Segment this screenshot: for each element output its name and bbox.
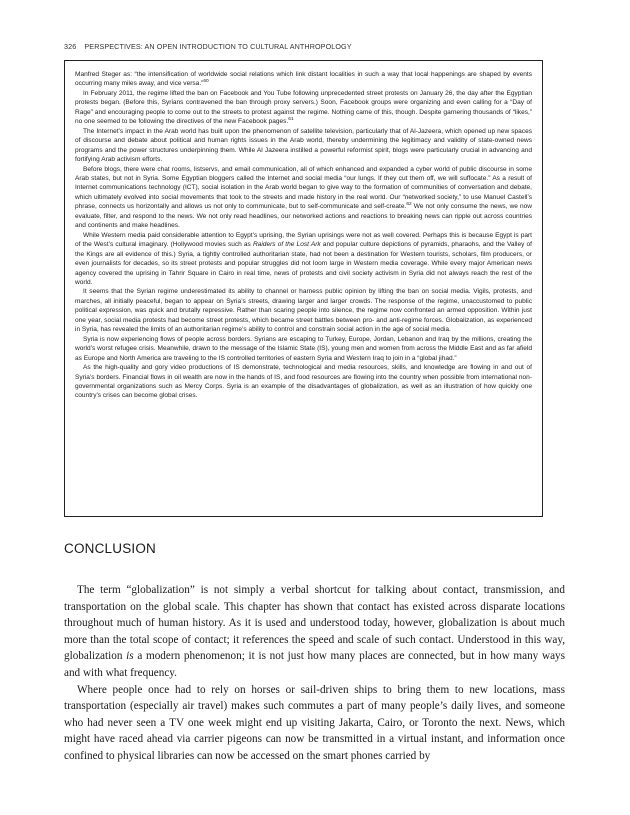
case-study-box bbox=[64, 60, 543, 517]
footnote-ref: 60 bbox=[203, 79, 209, 85]
box-text: In February 2011, the regime lifted the ban on Facebook and You Tube following unprecedented street protests on January 26, the day after the Egyptian protests began. (Before this, Syrians contravened the ban through proxy servers.) Soon, Facebook groups were organizing and even calling for a “Day of Rage” and encouraging people to come out to the streets to protest against the regime. Nothing came of this, though. Despite garnering thousands of “likes,” no one seemed to be following the directives of the new Facebook pages. bbox=[75, 89, 532, 126]
footnote-ref: 61 bbox=[288, 117, 294, 123]
box-text: Manfred Steger as: “the intensification of worldwide social relations which link distant localities in such a way that local happenings are shaped by events occurring many miles away, and vice versa.” bbox=[75, 71, 532, 88]
box-paragraph: Syria is now experiencing flows of people across borders. Syrians are escaping to Turkey, Europe, Jordan, Lebanon and Iraq by the millions, creating the world’s worst refugee crisis. Meanwhile, drawn to the message of the Islamic State (IS), young men and women from across the Middle East and as far afield as Europe and North America are traveling to the IS controlled territories of eastern Syria and Western Iraq to join in a “global jihad.” bbox=[75, 335, 532, 362]
box-paragraph bbox=[75, 231, 532, 288]
emphasis: is bbox=[126, 650, 134, 663]
box-paragraph bbox=[75, 70, 532, 89]
section-heading: CONCLUSION bbox=[64, 541, 157, 556]
footnote-ref: 62 bbox=[406, 202, 412, 208]
body-paragraph bbox=[64, 582, 565, 682]
box-text: We not only consume the news, we now evaluate, filter, and respond to the news. We not only read headlines, our networked actions and reactions to breaking news can ripple out across countries and continents and make headlines. bbox=[75, 203, 532, 230]
box-paragraph: It seems that the Syrian regime underestimated its ability to channel or harness public opinion by lifting the ban on social media. Vigils, protests, and marches, all initially peaceful, began to appear on Syria’s streets, drawing larger and larger crowds. The response of the regime, unaccustomed to public political expression, was quick and brutally repressive. Rather than scaring people into silence, the regime now confronted an armed opposition. Within just one year, social media protests had become street protests, which became street battles between pro- and anti-regime forces. Globalization, as experienced in Syria, has revealed the limits of an authoritarian regime’s ability to control and constrain social action in the age of social media. bbox=[75, 288, 532, 334]
body-text: The term “globalization” is not simply a verbal shortcut for talking about contact, transmission, and transportation on the global scale. This chapter has shown that contact has existed across disparate locations throughout much of human history. As it is used and understood today, however, globalization is about much more than the total scope of contact; it references the speed and scale of such contact. Understood in this way, globalization bbox=[64, 584, 565, 663]
running-header bbox=[64, 42, 564, 51]
body-text: a modern phenomenon; it is not just how many places are connected, but in how many ways and with what frequency. bbox=[64, 650, 565, 679]
box-paragraph bbox=[75, 89, 532, 127]
box-text: and popular culture depictions of pyramids, pharaohs, and the Valley of the Kings are all evidence of this.) Syria, a tightly controlled authoritarian state, had not been a destination for Western tourists, scholars, film producers, or even journalists for decades, so its street protests and popular struggles did not loom large in Western media coverage. While every major American news agency covered the uprising in Tahrir Square in Cairo in real time, news of protests and civil society activism in Syria did not always reach the rest of the world. bbox=[75, 241, 532, 286]
page-number: 326 bbox=[64, 42, 77, 51]
box-paragraph bbox=[75, 165, 532, 231]
running-title: PERSPECTIVES: AN OPEN INTRODUCTION TO CULTURAL ANTHROPOLOGY bbox=[84, 42, 352, 51]
box-text: While Western media paid considerable attention to Egypt’s uprising, the Syrian uprisings were not as well covered. Perhaps this is because Egypt is part of the West’s cultural imaginary. (Hollywood movies such as bbox=[75, 231, 532, 249]
box-paragraph: The Internet’s impact in the Arab world has built upon the phenomenon of satellite television, particularly that of Al-Jazeera, which opened up new spaces of discourse and debate about political and human rights issues in the Arab world, thereby undermining the legitimacy and validity of state-owned news programs and the power structures underpinning them. While Al Jazeera instilled a powerful reformist spirit, blogs were particularly crucial in advancing and fortifying Arab activism efforts. bbox=[75, 127, 532, 164]
film-title: Raiders of the Lost Ark bbox=[252, 241, 321, 249]
body-paragraph: Where people once had to rely on horses or sail-driven ships to bring them to new locations, mass transportation (especially air travel) makes such commutes a part of many people’s daily lives, and someone who had never seen a TV one week might end up visiting Jakarta, Cairo, or Toronto the next. News, which might have raced ahead via carrier pigeons can now be transmitted in a virtual instant, and information once confined to physical libraries can now be accessed on the smart phones carried by bbox=[64, 683, 565, 762]
box-text: Before blogs, there were chat rooms, listservs, and email communication, all of which enhanced and expanded a cyber world of public discourse in some Arab states, but not in Syria. Some Egyptian bloggers called the Internet and social media “our lungs. If they cut them off, we will suffocate.” As a result of Internet communications technology (ICT), social isolation in the Arab world began to give way to the formation of communities of conversation and debate, which ultimately evolved into social movements that took to the streets and made history in the real world. Our “networked society,” to use Manuel Castell’s phrase, connects us horizontally and allows us not only to communicate, but to self-communicate and self-create. bbox=[75, 165, 532, 211]
conclusion-body bbox=[64, 582, 565, 765]
box-paragraph: As the high-quality and gory video productions of IS demonstrate, technological and media resources, skills, and knowledge are flowing in and out of Syria’s borders. Financial flows in oil wealth are now in the hands of IS, and food resources are flowing into the country when possible from international non-governmental organizations such as Mercy Corps. Syria is an example of the disadvantages of globalization, as well as an illustration of how quickly one country’s crises can become global crises. bbox=[75, 364, 532, 400]
